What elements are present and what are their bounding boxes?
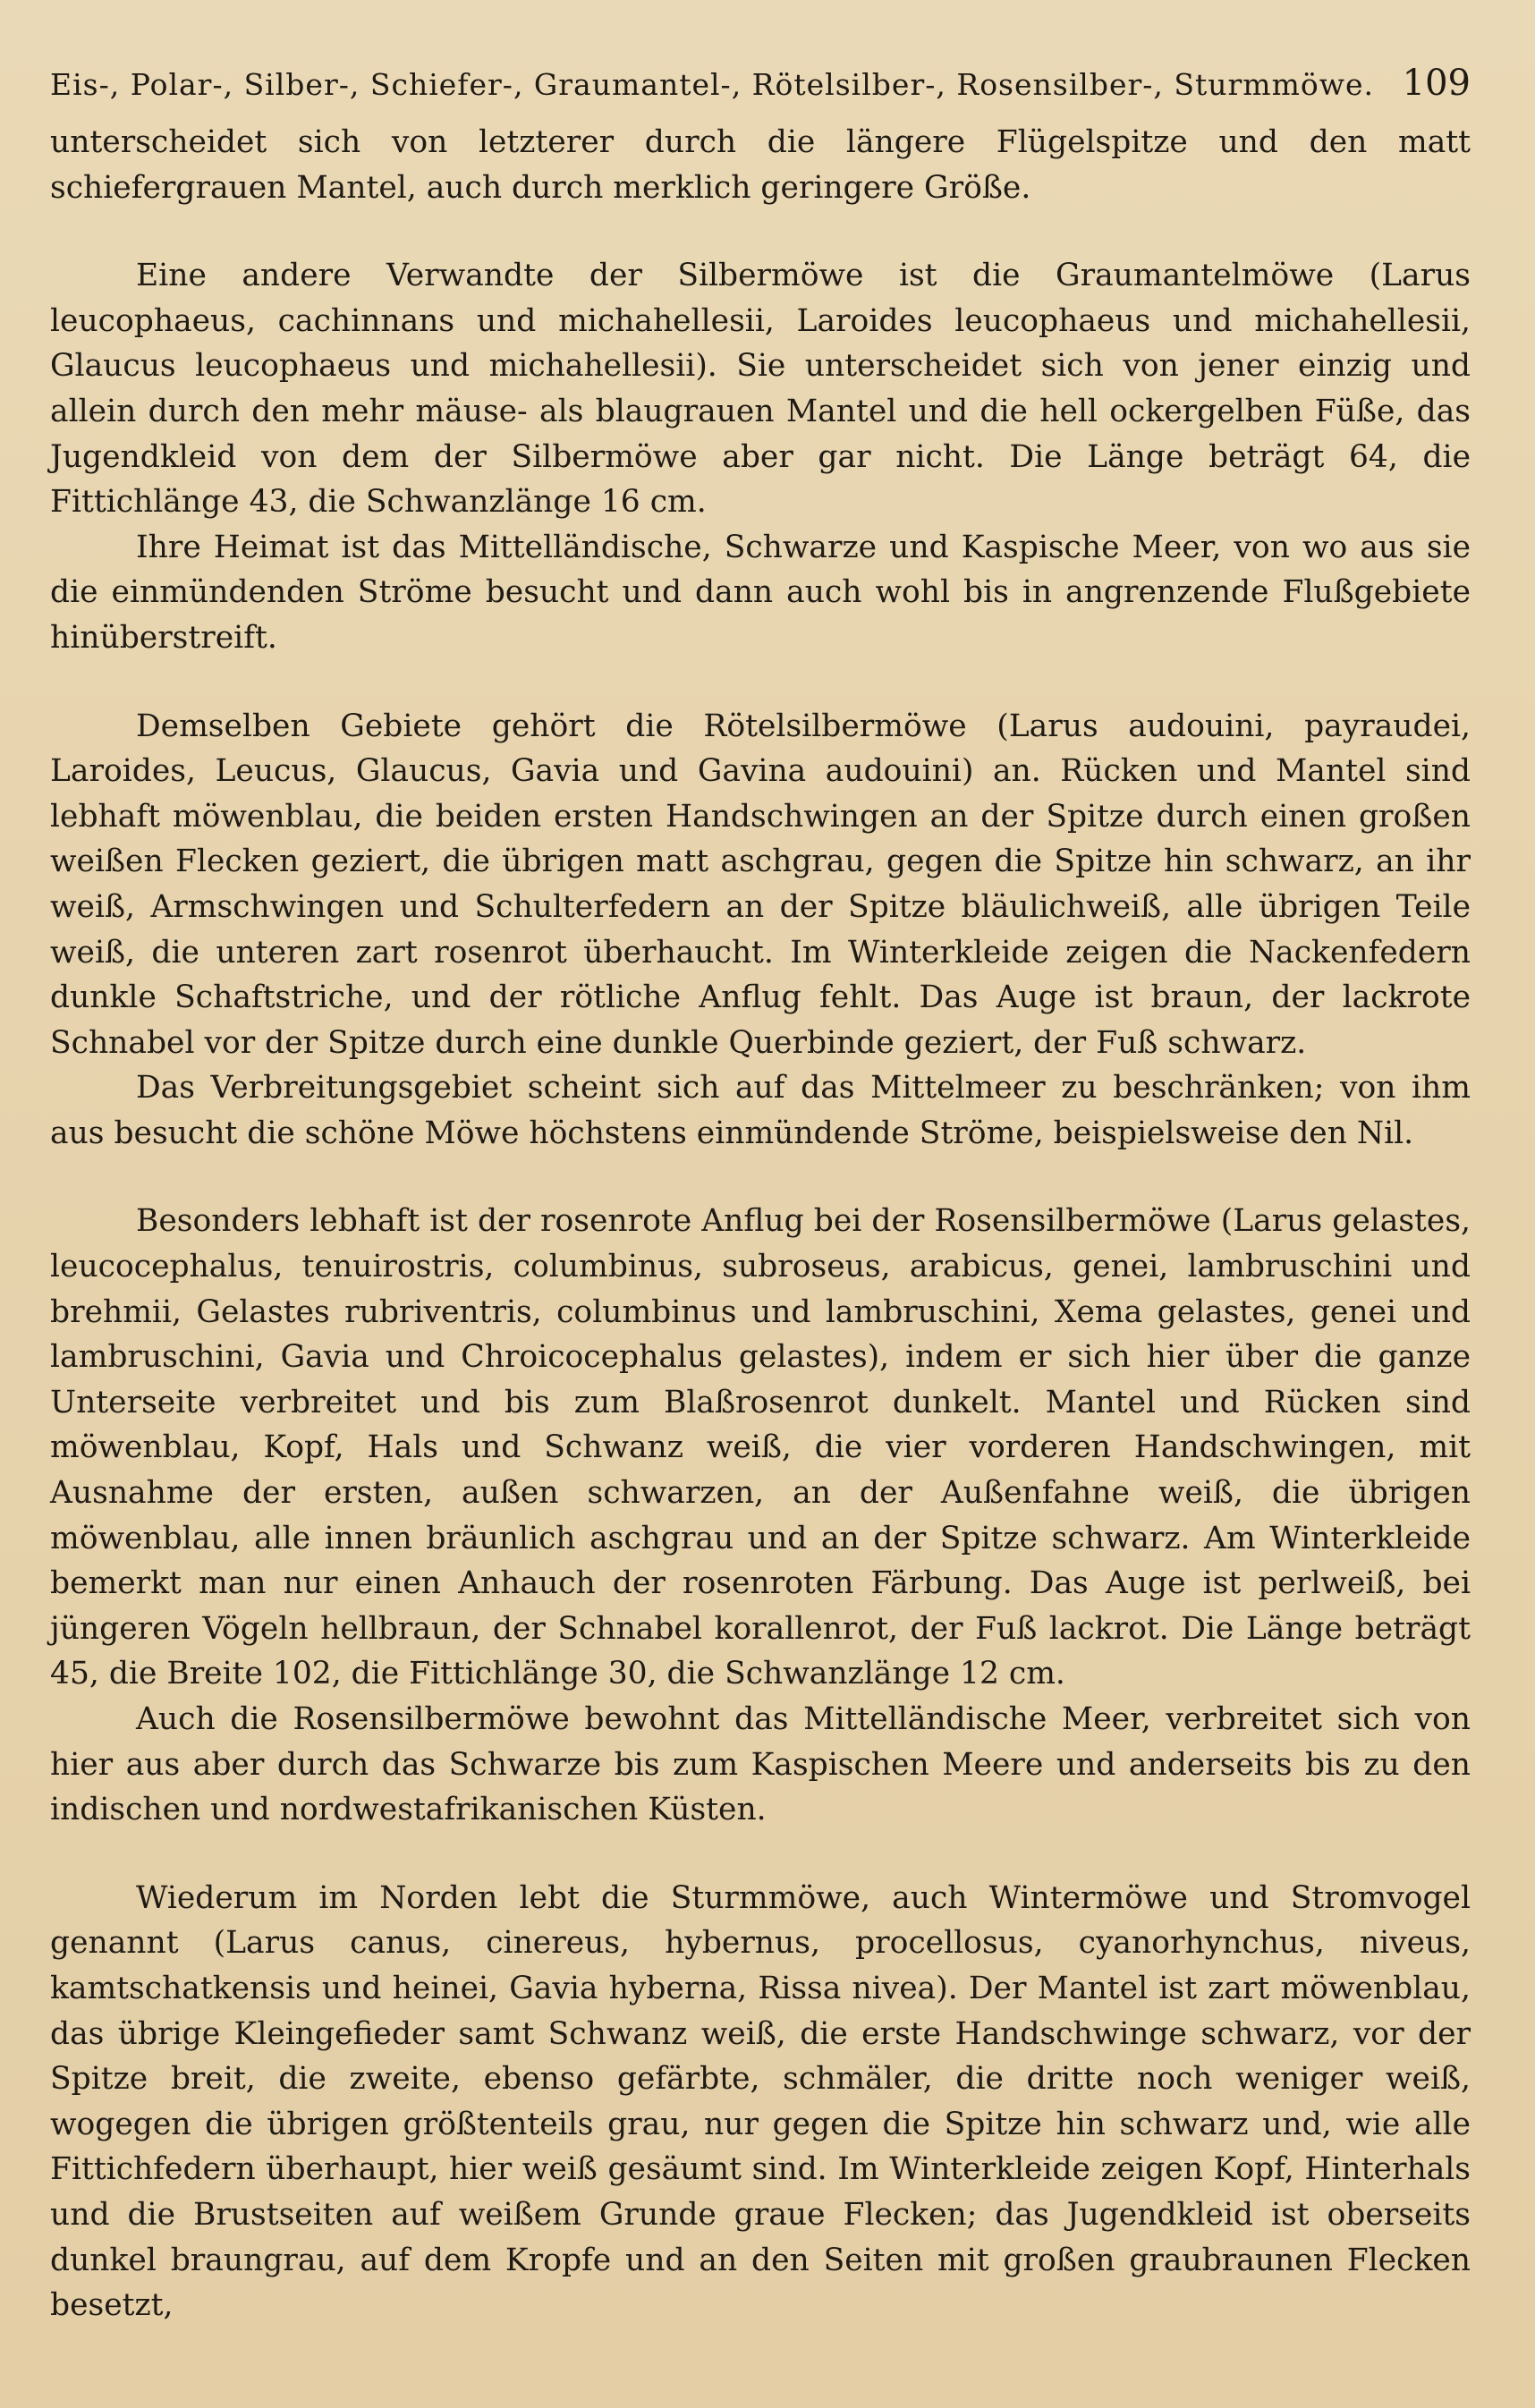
running-head-title: Eis-, Polar-, Silber-, Schiefer-, Graumantel-, Rötelsilber-, Rosensilber-, Sturmmöwe. — [50, 67, 1374, 102]
paragraph-roetelsilbermoewe-range: Das Verbreitungsgebiet scheint sich auf das Mittelmeer zu beschränken; von ihm aus besucht die schöne Möwe höchstens einmündende Ströme, beispielsweise den Nil. — [50, 1070, 1471, 1151]
paragraph-continuation: unterscheidet sich von letzterer durch die längere Flügelspitze und den matt schiefergrauen Mantel, auch durch merklich geringere Größe. — [50, 124, 1471, 206]
body-text — [50, 120, 1471, 2328]
running-head — [50, 63, 1471, 104]
paragraph-graumantelmoewe-range: Ihre Heimat ist das Mittelländische, Schwarze und Kaspische Meer, von wo aus sie die einmündenden Ströme besucht und dann auch wohl bis in angrenzende Flußgebiete hinüberstreift. — [50, 529, 1471, 656]
paragraph-roetelsilbermoewe: Demselben Gebiete gehört die Rötelsilbermöwe (Larus audouini, payraudei, Laroides, Leucus, Glaucus, Gavia und Gavina audouini) an. Rücken und Mantel sind lebhaft möwenblau, die beiden ersten Handschwingen an der Spitze durch einen großen weißen Flecken geziert, die übrigen matt aschgrau, gegen die Spitze hin schwarz, an ihr weiß, Armschwingen und Schulterfedern an der Spitze bläulichweiß, alle übrigen Teile weiß, die unteren zart rosenrot überhaucht. Im Winterkleide zeigen die Nackenfedern dunkle Schaftstriche, und der rötliche Anflug fehlt. Das Auge ist braun, der lackrote Schnabel vor der Spitze durch eine dunkle Querbinde geziert, der Fuß schwarz. — [50, 708, 1471, 1061]
paragraph-rosensilbermoewe: Besonders lebhaft ist der rosenrote Anflug bei der Rosensilbermöwe (Larus gelastes, leucocephalus, tenuirostris, columbinus, subroseus, arabicus, genei, lambruschini und brehmii, Gelastes rubriventris, columbinus und lambruschini, Xema gelastes, genei und lambruschini, Gavia und Chroicocephalus gelastes), indem er sich hier über die ganze Unterseite verbreitet und bis zum Blaßrosenrot dunkelt. Mantel und Rücken sind möwenblau, Kopf, Hals und Schwanz weiß, die vier vorderen Handschwingen, mit Ausnahme der ersten, außen schwarzen, an der Außenfahne weiß, die übrigen möwenblau, alle innen bräunlich aschgrau und an der Spitze schwarz. Am Winterkleide bemerkt man nur einen Anhauch der rosenroten Färbung. Das Auge ist perlweiß, bei jüngeren Vögeln hellbraun, der Schnabel korallenrot, der Fuß lackrot. Die Länge beträgt 45, die Breite 102, die Fittichlänge 30, die Schwanzlänge 12 cm. — [50, 1203, 1471, 1692]
page-number: 109 — [1402, 63, 1471, 104]
paragraph-graumantelmoewe: Eine andere Verwandte der Silbermöwe ist die Graumantelmöwe (Larus leucophaeus, cachinnans und michahellesii, Laroides leucophaeus und michahellesii, Glaucus leucophaeus und michahellesii). Sie unterscheidet sich von jener einzig und allein durch den mehr mäuse- als blaugrauen Mantel und die hell ockergelben Füße, das Jugendkleid von dem der Silbermöwe aber gar nicht. Die Länge beträgt 64, die Fittichlänge 43, die Schwanzlänge 16 cm. — [50, 258, 1471, 521]
paragraph-rosensilbermoewe-range: Auch die Rosensilbermöwe bewohnt das Mittelländische Meer, verbreitet sich von hier aus aber durch das Schwarze bis zum Kaspischen Meere und anderseits bis zu den indischen und nordwestafrikanischen Küsten. — [50, 1701, 1471, 1828]
paragraph-sturmmoewe: Wiederum im Norden lebt die Sturmmöwe, auch Wintermöwe und Stromvogel genannt (Larus canus, cinereus, hybernus, procellosus, cyanorhynchus, niveus, kamtschatkensis und heinei, Gavia hyberna, Rissa nivea). Der Mantel ist zart möwenblau, das übrige Kleingefieder samt Schwanz weiß, die erste Handschwinge schwarz, vor der Spitze breit, die zweite, ebenso gefärbte, schmäler, die dritte noch weniger weiß, wogegen die übrigen größtenteils grau, nur gegen die Spitze hin schwarz und, wie alle Fittichfedern überhaupt, hier weiß gesäumt sind. Im Winterkleide zeigen Kopf, Hinterhals und die Brustseiten auf weißem Grunde graue Flecken; das Jugendkleid ist oberseits dunkel braungrau, auf dem Kropfe und an den Seiten mit großen graubraunen Flecken besetzt, — [50, 1879, 1471, 2324]
